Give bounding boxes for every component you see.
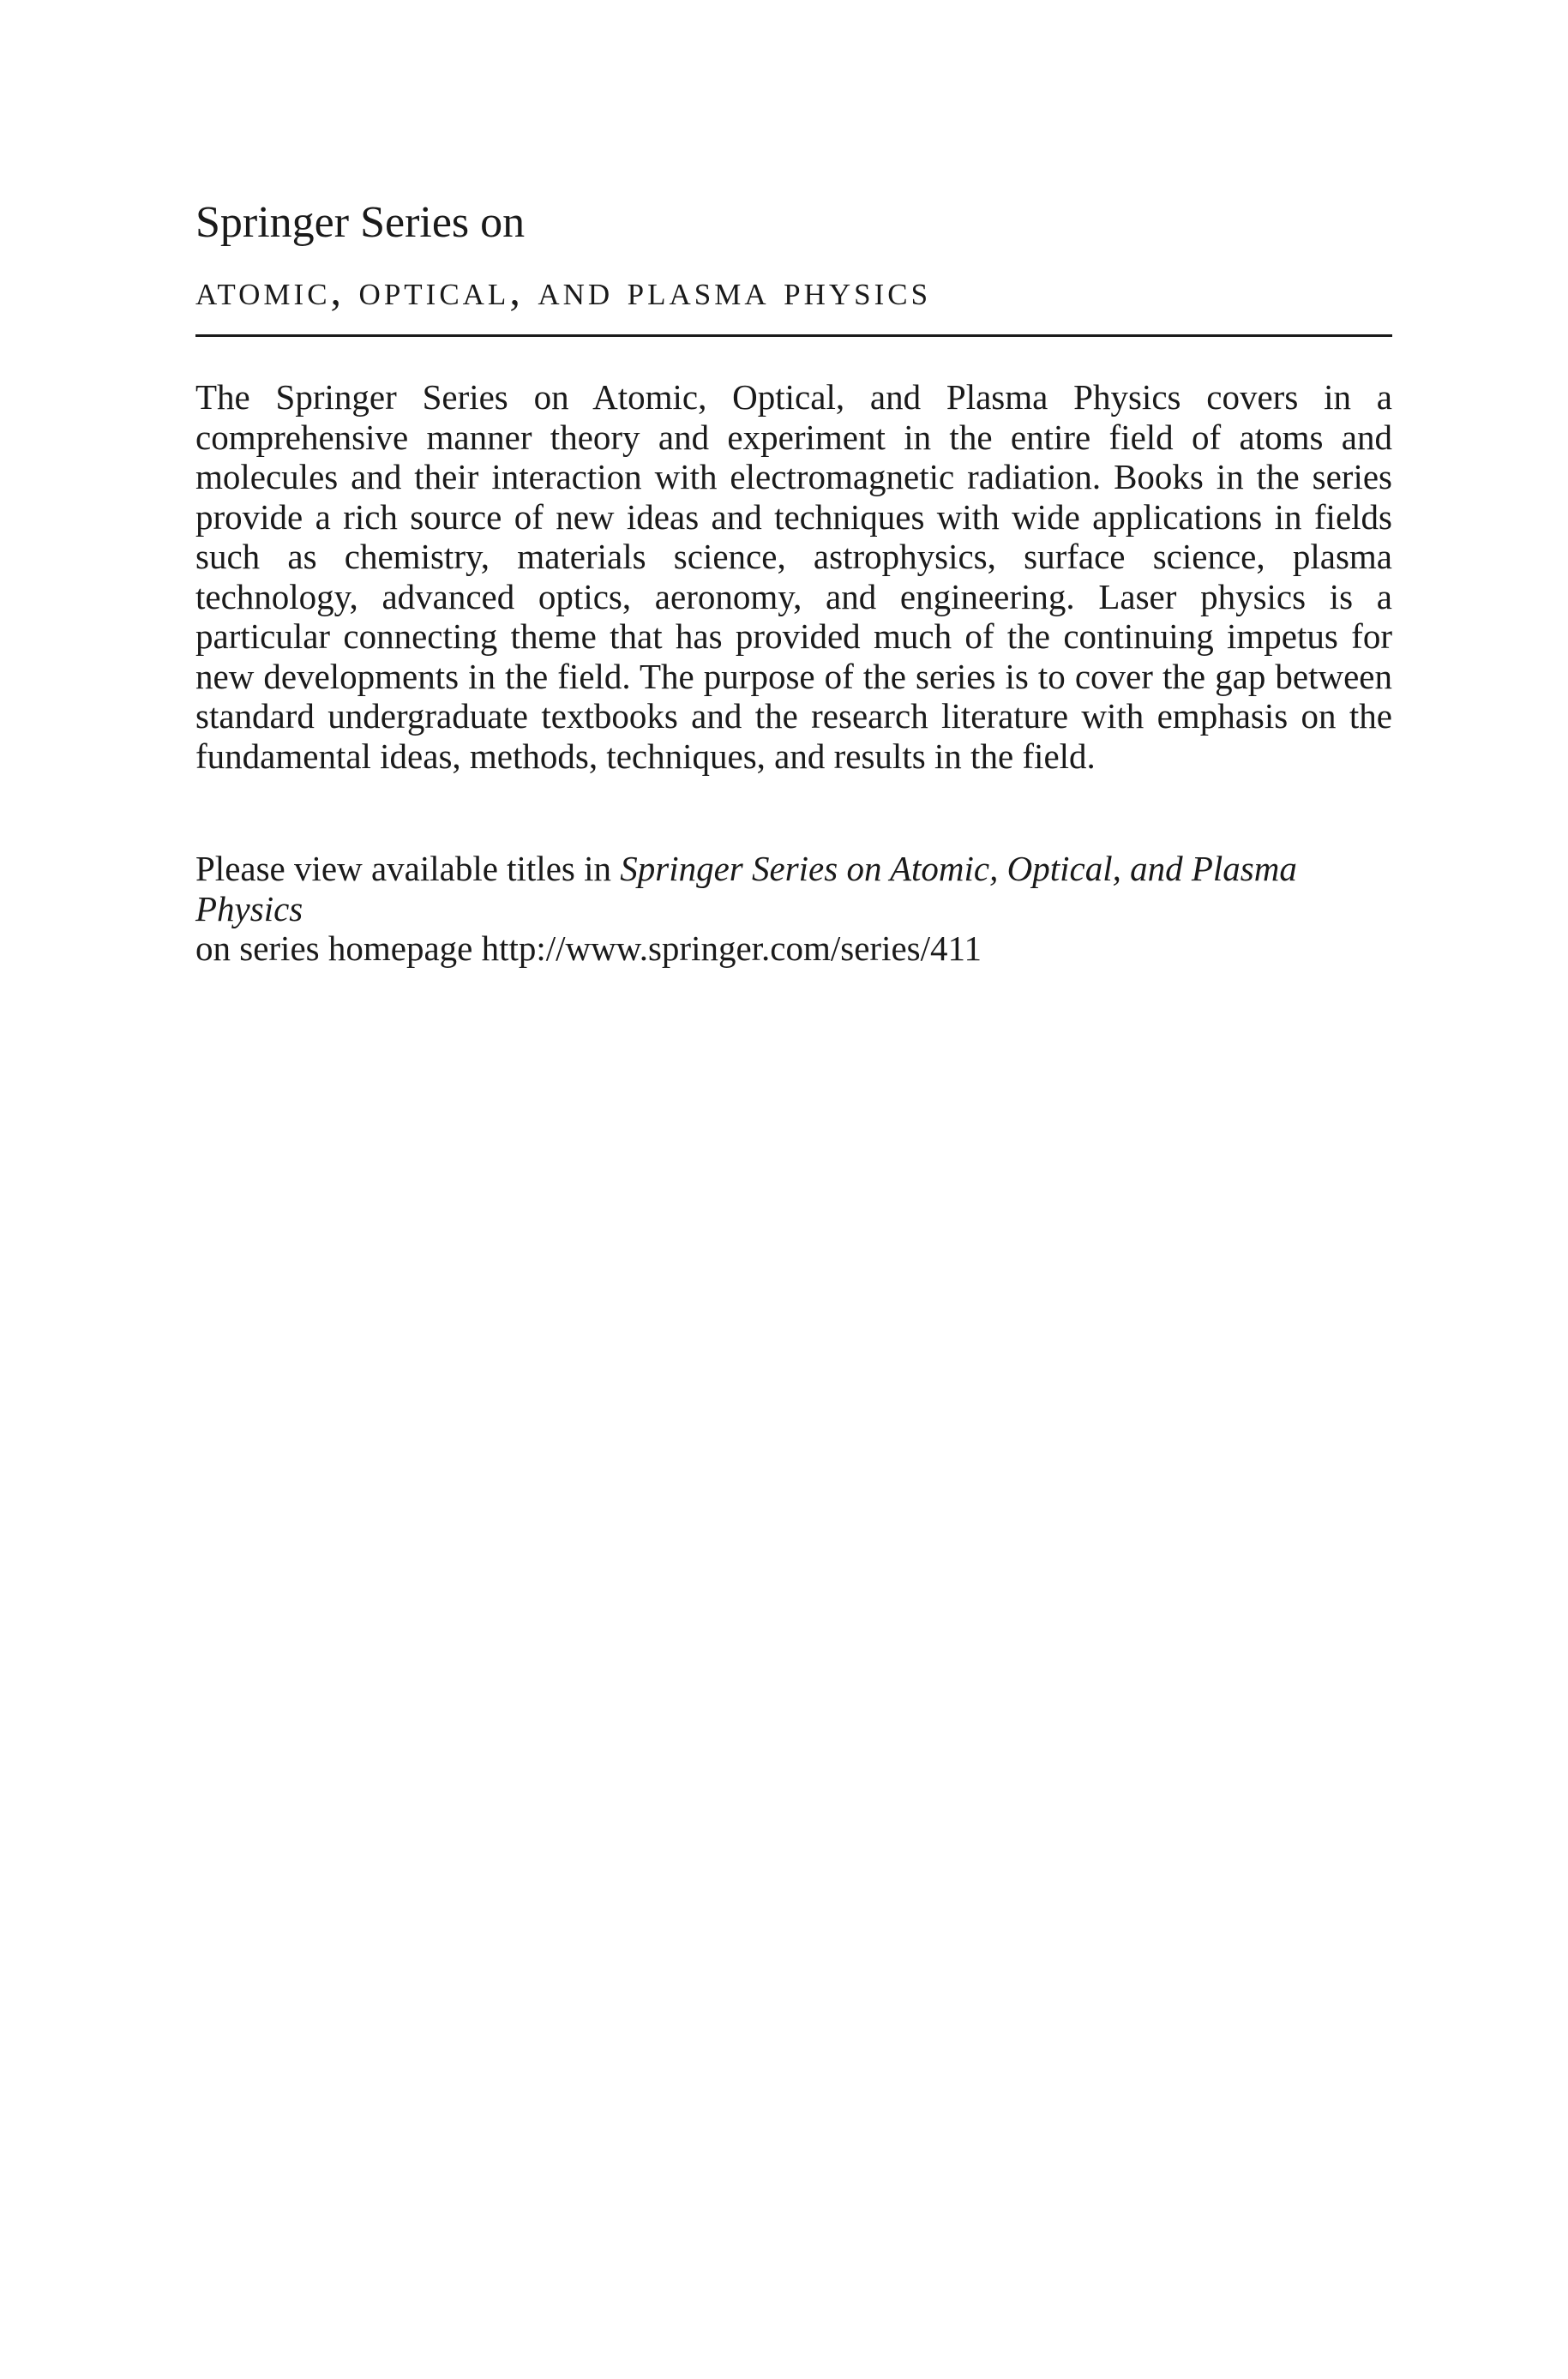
series-header: [195, 197, 1392, 337]
series-prefix: Springer Series on: [195, 198, 526, 247]
series-description: The Springer Series on Atomic, Optical, and Plasma Physics covers in a comprehensive manner theory and experiment in the entire field of atoms and molecules and their interaction with electromagnetic radiation. Books in the series provide a rich source of new ideas and techniques with wide applications in fields such as chemistry, materials science, astrophysics, surface science, plasma technology, advanced optics, aeronomy, and engineering. Laser physics is a particular connecting theme that has provided much of the continuing impetus for new developments in the field. The purpose of the series is to cover the gap between standard undergraduate textbooks and the research literature with emphasis on the fundamental ideas, methods, techniques, and results in the field.: [195, 377, 1392, 776]
available-titles-note: [195, 849, 1396, 969]
note-lead: Please view available titles in: [195, 849, 621, 888]
header-divider: [195, 334, 1392, 337]
note-homepage: on series homepage http://www.springer.com/series/411: [195, 928, 982, 968]
series-title: atomic, optical, and plasma physics: [195, 266, 932, 314]
note-series-name: Springer Series on Atomic, Optical, and Plasma Physics: [195, 849, 1297, 928]
